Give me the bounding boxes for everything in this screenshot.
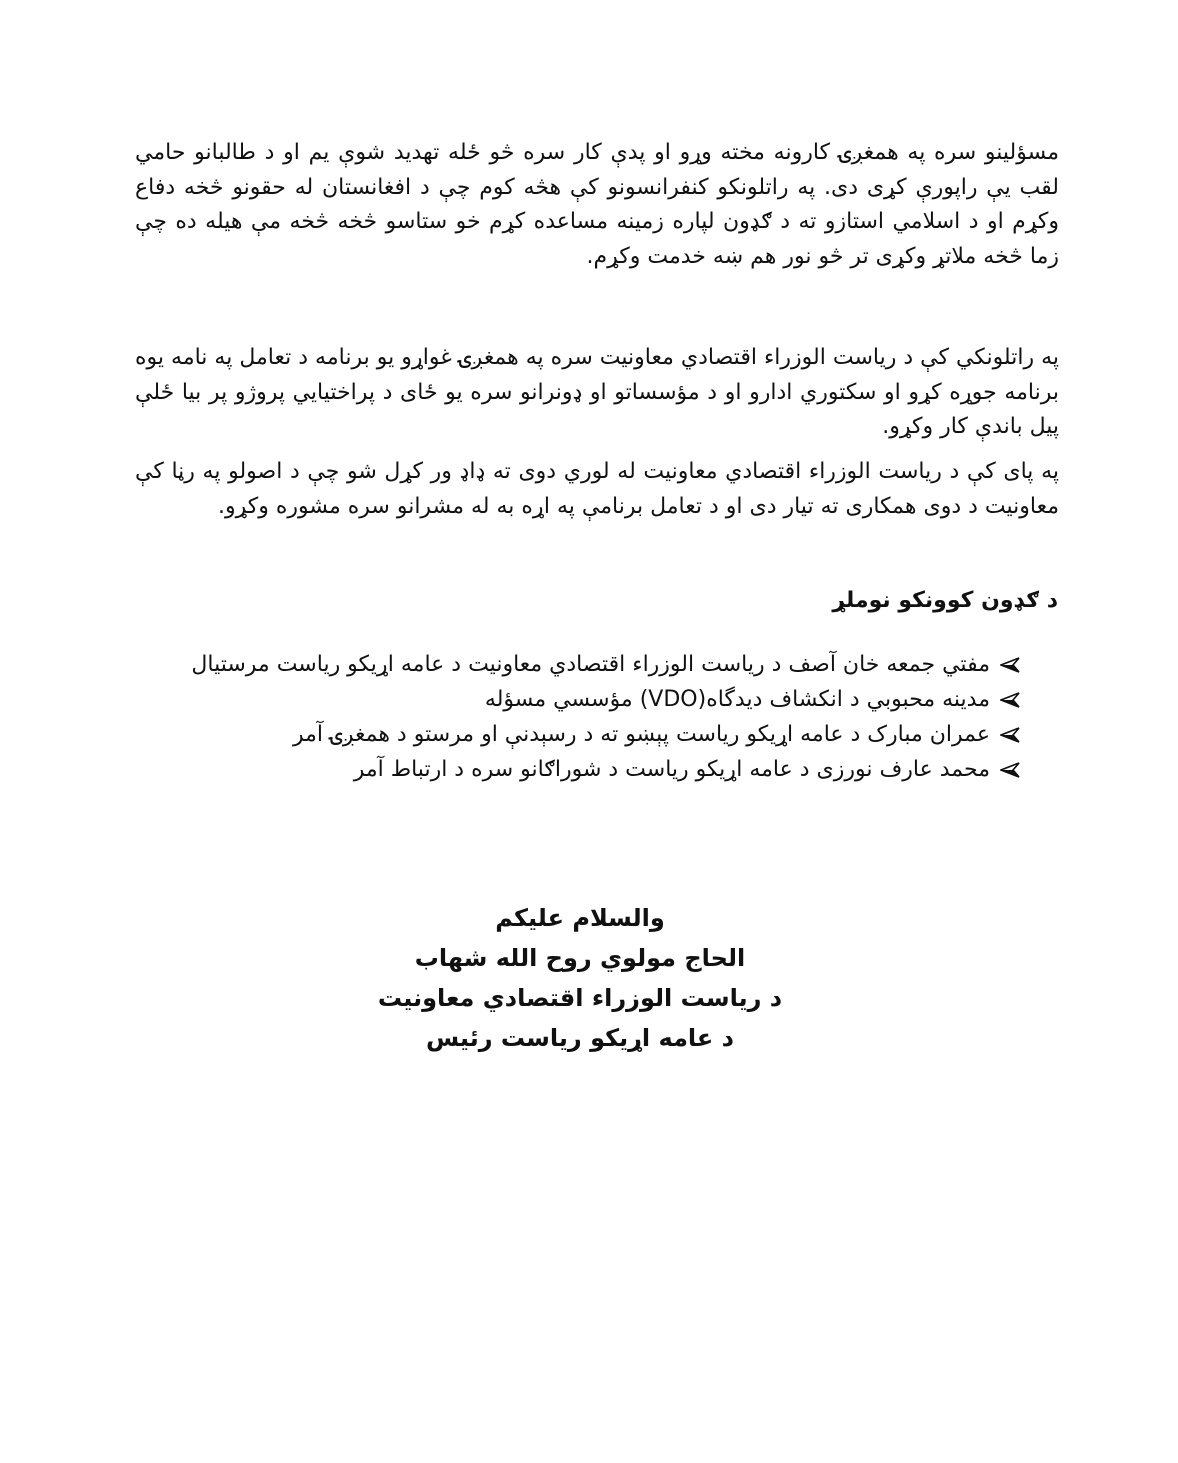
participant-name: مفتي جمعه خان آصف د ریاست الوزراء اقتصادي معاونیت د عامه اړیکو ریاست مرستیال <box>191 652 990 677</box>
participants-list <box>140 647 1020 787</box>
body-paragraph: په راتلونکي کې د ریاست الوزراء اقتصادي معاونیت سره په همغږۍ غواړو یو برنامه د تعامل په نامه یوه برنامه جوړه کړو او سکتوري ادارو او د مؤسساتو او ډونرانو سره یو ځای د پراختیایي پروژو پر بیا ځلې پیل باندې کار وکړو. <box>135 345 1059 439</box>
closing-greeting: والسلام علیکم <box>495 904 665 932</box>
signatory-office: د ریاست الوزراء اقتصادي معاونیت <box>377 984 783 1012</box>
arrowhead-bullet-icon <box>1000 761 1020 779</box>
list-item <box>140 752 1020 787</box>
list-item <box>130 717 1020 752</box>
signatory-name: الحاج مولوي روح الله شهاب <box>414 944 746 972</box>
arrowhead-bullet-icon <box>1000 726 1020 744</box>
body-paragraph: په پای کې د ریاست الوزراء اقتصادي معاونیت له لوري دوی ته ډاډ ور کړل شو چې د اصولو په رڼا کې معاونیت د دوی همکاری ته تیار دی او د تعامل برنامې په اړه به له مشرانو سره مشوره وکړو. <box>135 459 1059 519</box>
signature-block <box>300 898 860 1058</box>
participant-name: عمران مبارک د عامه اړیکو ریاست پېښو ته د رسېدنې او مرستو د همغږۍ آمر <box>292 722 990 747</box>
arrowhead-bullet-icon <box>1000 691 1020 709</box>
arrowhead-bullet-icon <box>1000 656 1020 674</box>
participants-heading: د ګډون کوونکو نوملړ <box>832 588 1058 613</box>
body-paragraph: مسؤلینو سره په همغږۍ کارونه مخته وړو او پدې کار سره څو ځله تهدید شوې یم او د طالبانو حامي لقب يې راپورې کړی دی. په راتلونکو کنفرانسونو کې هڅه کوم چې د افغانستان له حقونو څخه دفاع وکړم او د اسلامي استازو ته د ګډون لپاره زمینه مساعده کړم خو ستاسو څخه څخه مې هیله ده چې زما څخه ملاتړ وکړی تر څو نور هم ښه خدمت وکړم. <box>135 140 1059 269</box>
list-item <box>140 682 1020 717</box>
signatory-title: د عامه اړیکو ریاست رئیس <box>425 1024 734 1052</box>
participant-name: محمد عارف نورزی د عامه اړیکو ریاست د شوراګانو سره د ارتباط آمر <box>353 757 990 782</box>
list-item <box>160 647 1020 682</box>
participant-name: مدینه محبوبي د انکشاف دیدگاه(VDO) مؤسسي مسؤله <box>484 687 990 712</box>
